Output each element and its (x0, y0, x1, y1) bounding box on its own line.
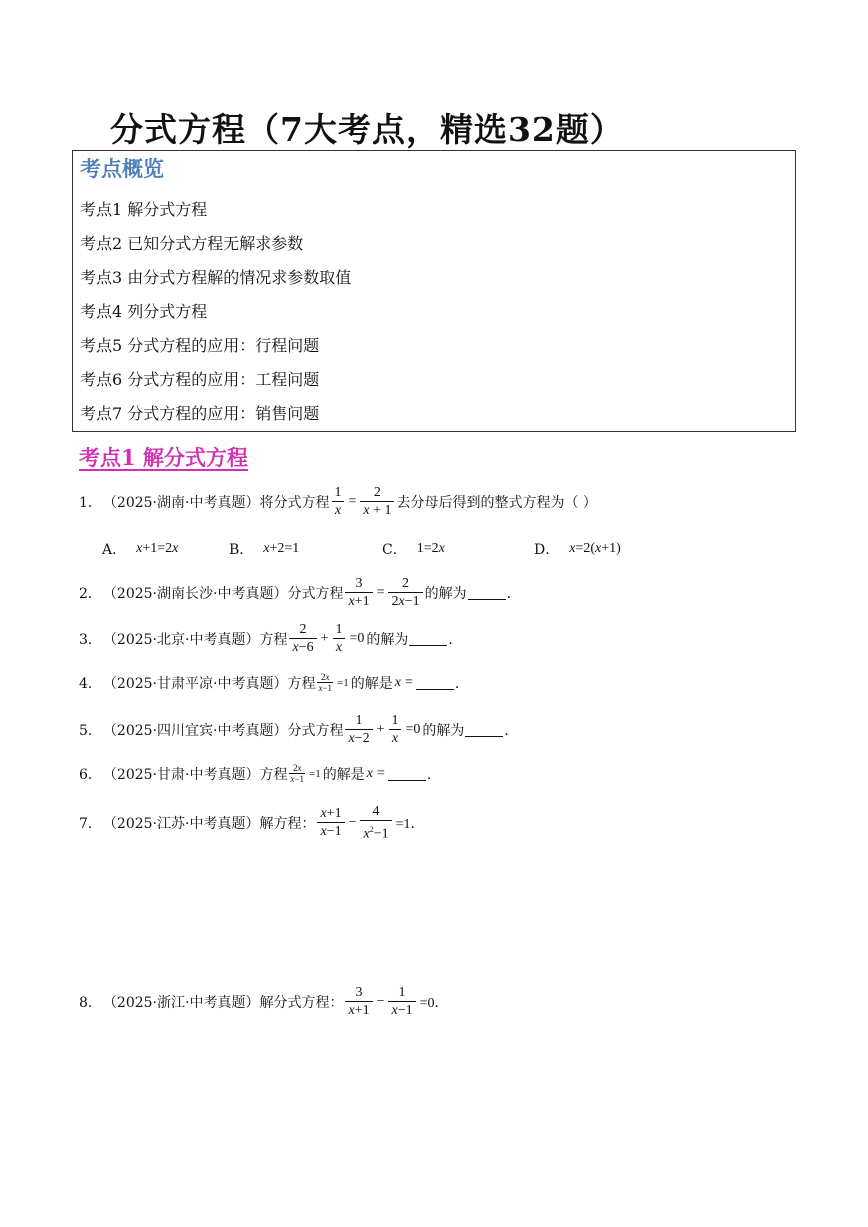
answer-blank[interactable] (409, 631, 447, 646)
question-text: 将分式方程 (259, 494, 330, 511)
fraction: $\frac{2}{x-6}$ (289, 621, 316, 656)
fraction: $\frac{1}{x-1}$ (388, 984, 415, 1019)
overview-item: 考点5 分式方程的应用：行程问题 (80, 336, 320, 355)
fraction: $\frac{2}{2x-1}$ (388, 575, 422, 610)
question-source: （2025·湖南·中考真题） (102, 494, 260, 511)
question-3: 3． （2025·北京·中考真题） 方程 $\frac{2}{x-6}$ + $\frac{1}{x}$ =0 的解为 ． (79, 622, 463, 655)
question-source: （2025·湖南长沙·中考真题） (102, 585, 288, 602)
fraction: $\frac{2x}{x-1}$ (318, 672, 333, 693)
fraction: $\frac{2}{x + 1}$ (360, 484, 394, 519)
question-5: 5． （2025·四川宜宾·中考真题） 分式方程 $\frac{1}{x-2}$ + $\frac{1}{x}$ =0 的解为 ． (79, 713, 519, 746)
question-2: 2． （2025·湖南长沙·中考真题） 分式方程 $\frac{3}{x+1}$ = $\frac{2}{2x-1}$ 的解为 ． (79, 576, 521, 609)
question-source: （2025·甘肃平凉·中考真题） (102, 675, 288, 692)
overview-item: 考点3 由分式方程解的情况求参数取值 (80, 268, 352, 287)
question-source: （2025·甘肃·中考真题） (102, 766, 260, 783)
question-1: 1． （2025·湖南·中考真题） 将分式方程 $\frac{1}{x}$ = $\frac{2}{x + 1}$ 去分母后得到的整式方程为（ ） (79, 485, 597, 518)
option-expression: x+1=2x (136, 541, 179, 556)
answer-blank[interactable] (388, 766, 426, 781)
overview-item: 考点6 分式方程的应用：工程问题 (80, 370, 320, 389)
overview-item: 考点7 分式方程的应用：销售问题 (80, 404, 320, 423)
question-text: 去分母后得到的整式方程为（ ） (396, 494, 597, 511)
question-8: 8． （2025·浙江·中考真题） 解分式方程： $\frac{3}{x+1}$ − $\frac{1}{x-1}$ =0． (79, 985, 449, 1018)
fraction: $\frac{2x}{x-1}$ (290, 763, 305, 784)
option-expression: x+2=1 (263, 541, 300, 556)
option-b[interactable]: B． x+2=1 (229, 541, 300, 558)
overview-item: 考点4 列分式方程 (80, 302, 208, 321)
option-expression: x=2(x+1) (569, 541, 621, 556)
fraction: $\frac{4}{x^2-1}$ (360, 803, 391, 843)
question-7: 7． （2025·江苏·中考真题） 解方程： $\frac{x+1}{x-1}$ − $\frac{4}{x^2-1}$ =1． (79, 804, 425, 842)
fraction: $\frac{1}{x-2}$ (345, 712, 372, 747)
fraction: $\frac{x+1}{x-1}$ (317, 805, 344, 840)
question-source: （2025·北京·中考真题） (102, 631, 260, 648)
section-heading-1: 考点1 解分式方程 (79, 445, 248, 470)
overview-item: 考点2 已知分式方程无解求参数 (80, 234, 304, 253)
answer-blank[interactable] (465, 722, 503, 737)
question-source: （2025·浙江·中考真题） (102, 994, 260, 1011)
overview-item: 考点1 解分式方程 (80, 200, 208, 219)
answer-blank[interactable] (416, 675, 454, 690)
page-title: 分式方程（7大考点，精选32题） (110, 110, 624, 149)
option-d[interactable]: D． x=2(x+1) (534, 541, 621, 558)
fraction: $\frac{3}{x+1}$ (345, 984, 372, 1019)
question-4: 4． （2025·甘肃平凉·中考真题） 方程 $\frac{2x}{x-1}$ =1 的解是 x = ． (79, 672, 469, 693)
fraction: $\frac{1}{x}$ (331, 484, 344, 519)
question-source: （2025·四川宜宾·中考真题） (102, 722, 288, 739)
option-c[interactable]: C． 1=2x (382, 541, 445, 558)
fraction: $\frac{3}{x+1}$ (345, 575, 372, 610)
answer-blank[interactable] (468, 585, 506, 600)
question-number: 1． (79, 494, 102, 511)
question-source: （2025·江苏·中考真题） (102, 815, 260, 832)
option-expression: 1=2x (416, 541, 445, 556)
option-a[interactable]: A． x+1=2x (102, 541, 179, 558)
fraction: $\frac{1}{x}$ (388, 712, 401, 747)
overview-box (72, 150, 796, 432)
fraction: $\frac{1}{x}$ (332, 621, 345, 656)
overview-heading: 考点概览 (80, 156, 164, 181)
question-6: 6． （2025·甘肃·中考真题） 方程 $\frac{2x}{x-1}$ =1 的解是 x = ． (79, 763, 441, 784)
